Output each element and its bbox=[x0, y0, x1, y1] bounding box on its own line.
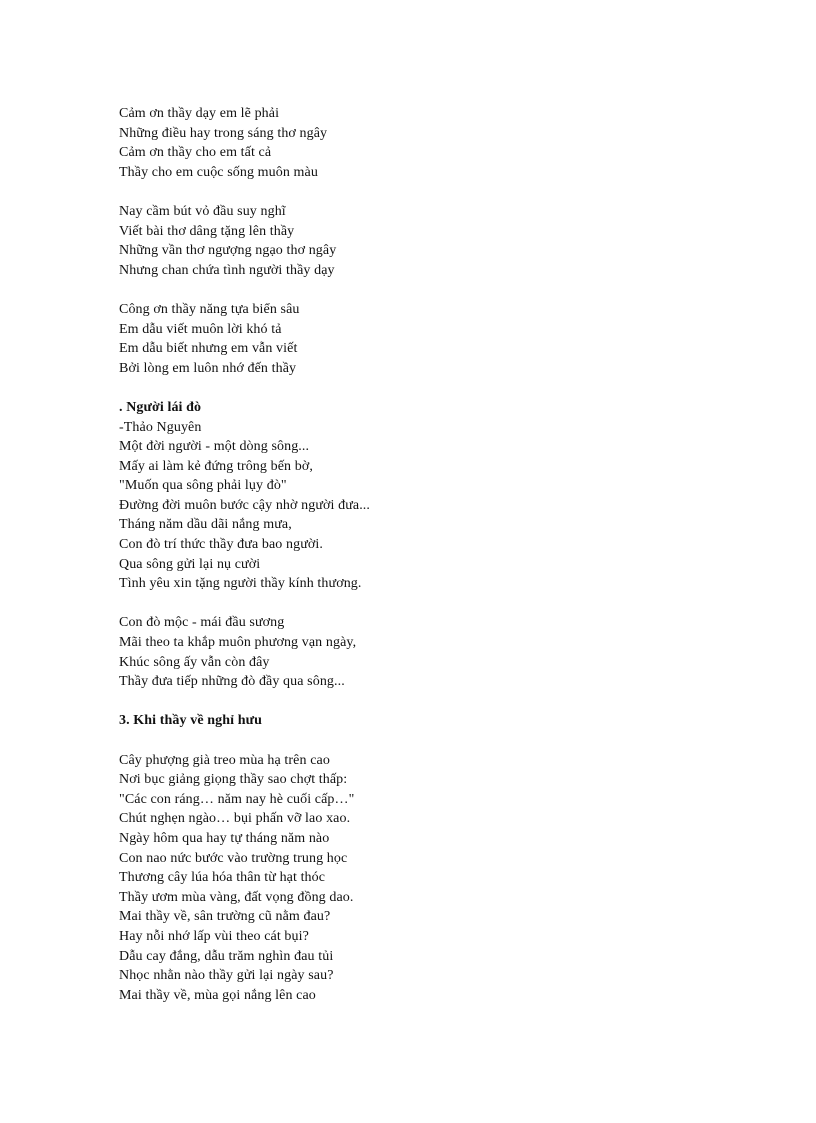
poem-line: Cảm ơn thầy cho em tất cả bbox=[119, 145, 272, 161]
poem-line: Con đò mộc - mái đầu sương bbox=[119, 615, 285, 631]
poem-line: Con đò trí thức thầy đưa bao người. bbox=[119, 537, 323, 553]
document-page bbox=[119, 104, 759, 1005]
poem1-stanza2 bbox=[119, 202, 759, 280]
poem-line: Cảm ơn thầy dạy em lẽ phải bbox=[119, 106, 280, 121]
poem-line: Em dẫu viết muôn lời khó tả bbox=[119, 321, 282, 337]
poem-line: Công ơn thầy năng tựa biển sâu bbox=[119, 301, 300, 317]
stanza-break bbox=[119, 182, 759, 202]
poem-line: Nhưng chan chứa tình người thầy dạy bbox=[119, 262, 335, 278]
poem-line: Nhọc nhằn nào thầy gửi lại ngày sau? bbox=[119, 968, 334, 984]
poem-line: Thương cây lúa hóa thân từ hạt thóc bbox=[119, 870, 326, 886]
poem-line: Những điều hay trong sáng thơ ngây bbox=[119, 125, 328, 141]
poem-line: Viết bài thơ dâng tặng lên thầy bbox=[119, 223, 295, 239]
poem-line: Nơi bục giảng giọng thầy sao chợt thấp: bbox=[119, 772, 348, 788]
poem-line: Mai thầy về, sân trường cũ nằm đau? bbox=[119, 909, 331, 925]
poem-line: Tình yêu xin tặng người thầy kính thương. bbox=[119, 576, 362, 592]
poem-line: Những vần thơ ngượng ngạo thơ ngây bbox=[119, 243, 337, 259]
poem-line: "Muốn qua sông phải lụy đò" bbox=[119, 478, 287, 494]
poem-line: Mấy ai làm kẻ đứng trông bến bờ, bbox=[119, 458, 313, 474]
poem-line: Tháng năm dầu dãi nắng mưa, bbox=[119, 517, 292, 533]
poem-line: Bởi lòng em luôn nhớ đến thầy bbox=[119, 360, 297, 376]
stanza-break bbox=[119, 692, 759, 712]
poem-line: Qua sông gửi lại nụ cười bbox=[119, 556, 261, 572]
poem-line: Mai thầy về, mùa gọi nắng lên cao bbox=[119, 987, 316, 1003]
poem2-author: -Thảo Nguyên bbox=[119, 419, 202, 435]
poem-line: Thầy cho em cuộc sống muôn màu bbox=[119, 164, 318, 180]
poem-line: Chút nghẹn ngào… bụi phấn vỡ lao xao. bbox=[119, 811, 351, 827]
poem-line: Thầy ươm mùa vàng, đất vọng đồng dao. bbox=[119, 889, 354, 905]
poem-line: "Các con ráng… năm nay hè cuối cấp…" bbox=[119, 791, 355, 807]
poem-line: Em dẫu biết nhưng em vẫn viết bbox=[119, 341, 298, 357]
poem-line: Cây phượng già treo mùa hạ trên cao bbox=[119, 752, 330, 768]
stanza-break bbox=[119, 594, 759, 614]
stanza-break bbox=[119, 280, 759, 300]
poem-line: Ngày hôm qua hay tự tháng năm nào bbox=[119, 830, 330, 846]
poem1-stanza1 bbox=[119, 104, 759, 182]
poem3-body bbox=[119, 751, 759, 1006]
poem2-title: . Người lái đò bbox=[119, 399, 202, 415]
poem-line: Thầy đưa tiếp những đò đầy qua sông... bbox=[119, 674, 345, 690]
poem-line: Khúc sông ấy vẫn còn đây bbox=[119, 654, 270, 670]
poem-line: Một đời người - một dòng sông... bbox=[119, 439, 310, 455]
poem-line: Đường đời muôn bước cậy nhờ người đưa... bbox=[119, 497, 371, 513]
poem1-stanza3 bbox=[119, 300, 759, 378]
stanza-break bbox=[119, 731, 759, 751]
poem-line: Con nao nức bước vào trường trung học bbox=[119, 850, 348, 866]
poem-line: Mãi theo ta khắp muôn phương vạn ngày, bbox=[119, 635, 357, 651]
poem-line: Nay cầm bút vỏ đầu suy nghĩ bbox=[119, 203, 286, 219]
poem2-stanza1 bbox=[119, 437, 759, 594]
poem3-title: 3. Khi thầy về nghỉ hưu bbox=[119, 713, 262, 729]
poem-line: Dẫu cay đắng, dẫu trăm nghìn đau tủi bbox=[119, 948, 334, 964]
poem-line: Hay nỗi nhớ lấp vùi theo cát bụi? bbox=[119, 928, 309, 944]
stanza-break bbox=[119, 378, 759, 398]
poem2-stanza2 bbox=[119, 613, 759, 691]
